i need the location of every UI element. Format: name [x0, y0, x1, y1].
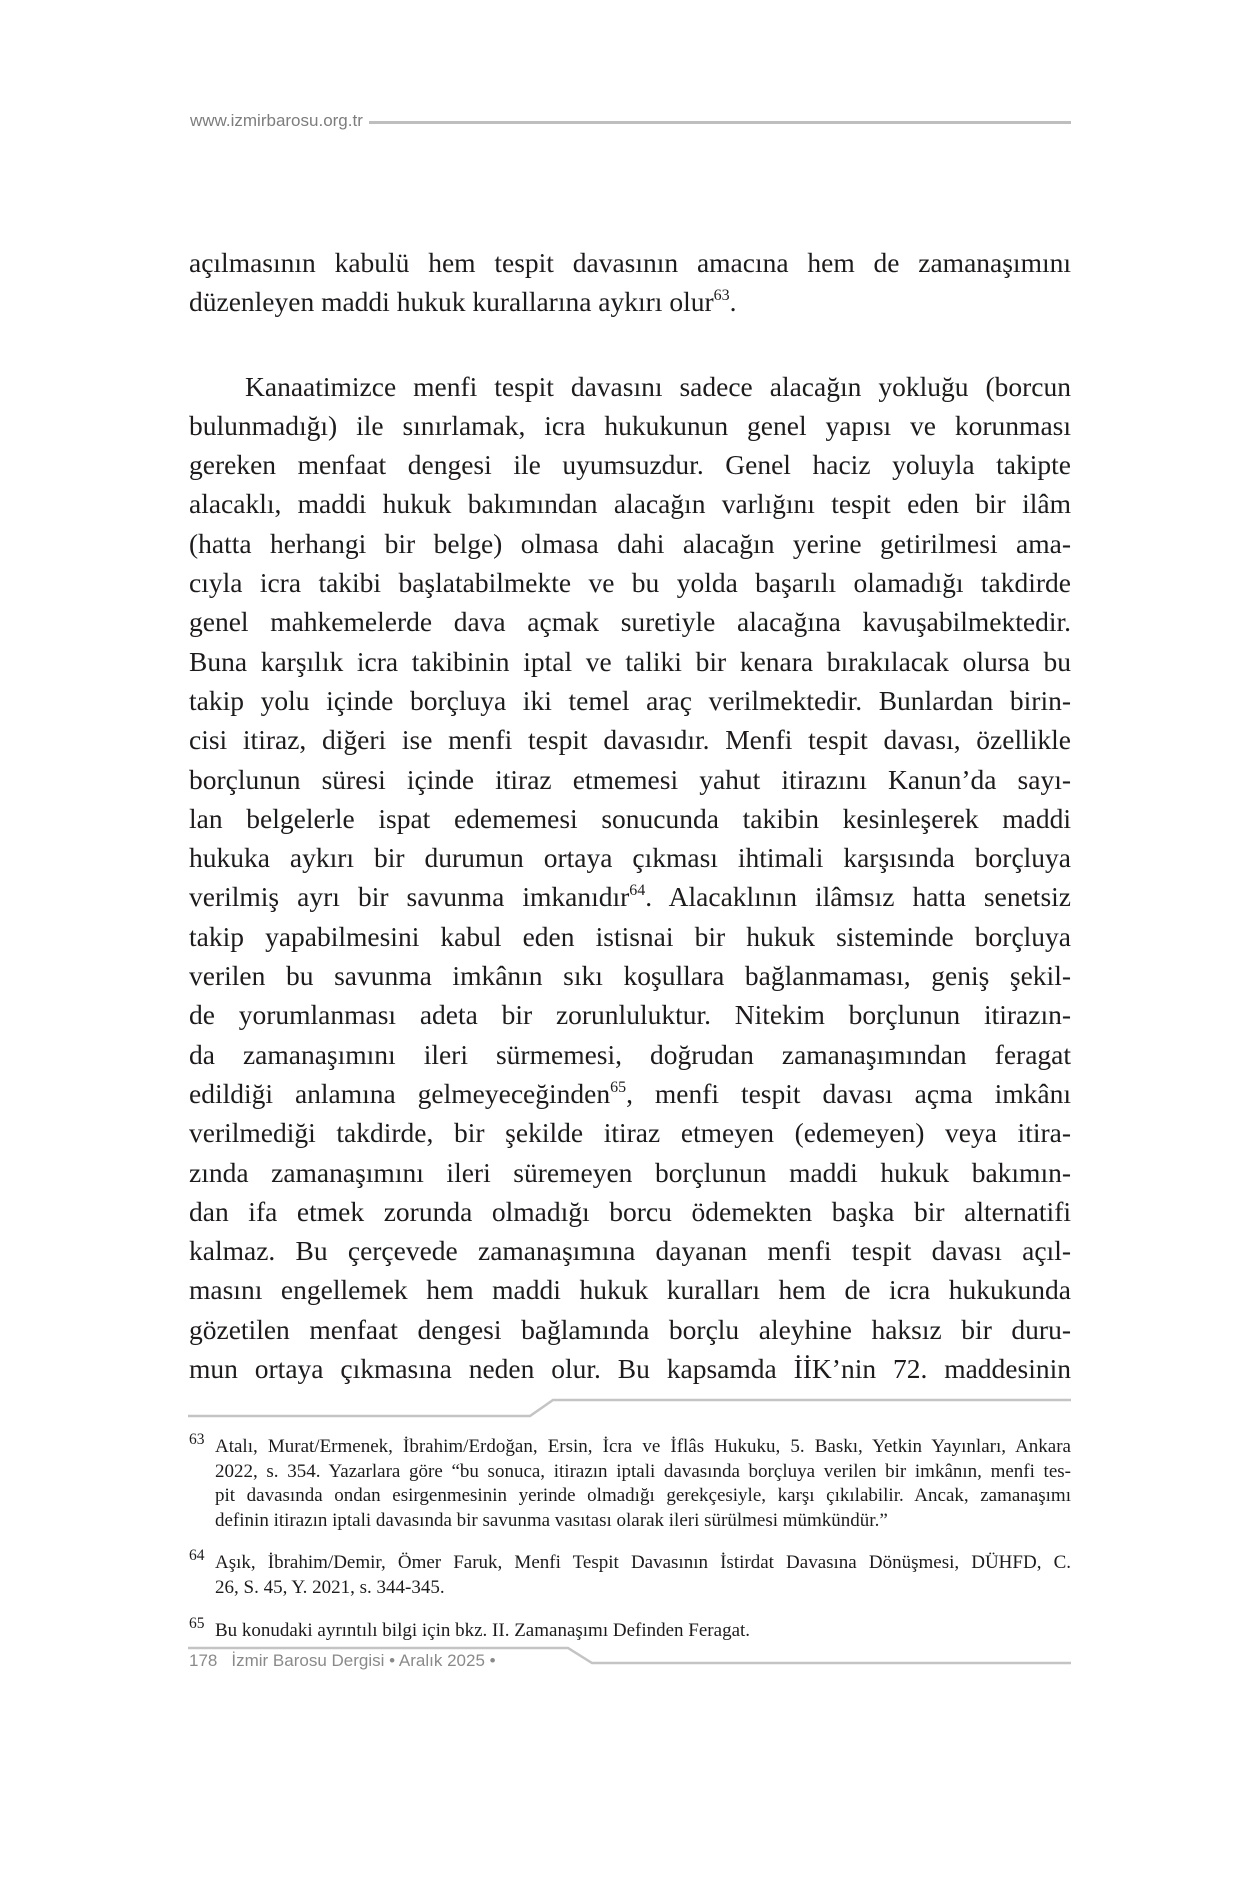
- footnote-ref-65: 65: [610, 1078, 627, 1096]
- body-line: [189, 282, 1071, 321]
- body-line: dan ifa etmek zorunda olmadığı borcu ödemekten başka bir alternatifi: [189, 1195, 1071, 1227]
- body-line: verilmediği takdirde, bir şekilde itiraz etmeyen (edemeyen) veya itira-: [189, 1117, 1071, 1149]
- body-line: genel mahkemelerde dava açmak suretiyle alacağına kavuşabilmektedir.: [189, 606, 1071, 638]
- footnote-ref-64: 64: [629, 882, 646, 900]
- footnote-line: pit davasında ondan esirgenmesinin yerinde olmadığı gerekçesiyle, karşı çıkılabilir. Ancak, zamanaşımı: [215, 1485, 1071, 1507]
- footnote-ref-63: 63: [713, 287, 730, 305]
- body-paragraph-2: [189, 367, 1071, 1389]
- body-line: [189, 1074, 1071, 1113]
- body-line-text: , menfi tespit davası açma imkânı: [626, 1077, 1071, 1109]
- body-line: gözetilen menfaat dengesi bağlamında borçlu aleyhine haksız bir duru-: [189, 1313, 1071, 1345]
- footnote-line: 2022, s. 354. Yazarlara göre “bu sonuca, itirazın iptali davasında borçluya verilen bir imkânın, menfi tes-: [215, 1460, 1071, 1482]
- footnote-line: Bu konudaki ayrıntılı bilgi için bkz. II. Zamanaşımı Definden Feragat.: [215, 1620, 751, 1642]
- body-line: (hatta herhangi bir belge) olmasa dahi alacağın yerine getirilmesi ama-: [189, 527, 1071, 559]
- body-line: takip yapabilmesini kabul eden istisnai bir hukuk sisteminde borçluya: [189, 920, 1071, 952]
- body-line-text: edildiği anlamına gelmeyeceğinden: [189, 1077, 611, 1109]
- footnote-line: Aşık, İbrahim/Demir, Ömer Faruk, Menfi Tespit Davasının İstirdat Davasına Dönüşmesi, DÜHFD, C.: [215, 1552, 1071, 1574]
- footer-bullet: •: [489, 1651, 496, 1670]
- body-line: de yorumlanması adeta bir zorunluluktur. Nitekim borçlunun itirazın-: [189, 999, 1071, 1031]
- issue-date: Aralık 2025: [398, 1651, 485, 1670]
- body-line: mun ortaya çıkmasına neden olur. Bu kapsamda İİK’nin 72. maddesinin: [189, 1353, 1071, 1385]
- body-line: zında zamanaşımını ileri süremeyen borçlunun maddi hukuk bakımın-: [189, 1156, 1071, 1188]
- body-line: bulunmadığı) ile sınırlamak, icra hukukunun genel yapısı ve korunması: [189, 409, 1071, 441]
- footnote-separator: [188, 1400, 1071, 1416]
- footnote-63: [189, 1431, 1071, 1533]
- body-line-text: düzenleyen maddi hukuk kurallarına aykırı olur: [189, 286, 714, 318]
- body-line: gereken menfaat dengesi ile uyumsuzdur. Genel haciz yoluyla takipte: [189, 449, 1071, 481]
- footnote-64: [189, 1547, 1071, 1600]
- body-line: Buna karşılık icra takibinin iptal ve taliki bir kenara bırakılacak olursa bu: [189, 645, 1071, 677]
- body-line: masını engellemek hem maddi hukuk kuralları hem de icra hukukunda: [189, 1274, 1071, 1306]
- body-line-text: verilmiş ayrı bir savunma imkanıdır: [189, 881, 630, 913]
- body-line: cıyla icra takibi başlatabilmekte ve bu yolda başarılı olamadığı takdirde: [189, 567, 1071, 599]
- body-line: takip yolu içinde borçluya iki temel araç verilmektedir. Bunlardan birin-: [189, 684, 1071, 716]
- body-line: cisi itiraz, diğeri ise menfi tespit davasıdır. Menfi tespit davası, özellikle: [189, 724, 1071, 756]
- journal-name: İzmir Barosu Dergisi: [231, 1651, 385, 1670]
- body-line-text: . Alacaklının ilâmsız hatta senetsiz: [645, 881, 1071, 913]
- footnote-number: 63: [189, 1431, 205, 1449]
- footnote-number: 64: [189, 1547, 205, 1565]
- footnote-line: 26, S. 45, Y. 2021, s. 344-345.: [215, 1576, 445, 1598]
- body-line-text: .: [729, 286, 737, 318]
- body-line: verilen bu savunma imkânın sıkı koşullara bağlanmaması, geniş şekil-: [189, 960, 1071, 992]
- footnote-line: definin itirazın iptali davasında bir savunma vasıtası olarak ileri sürülmesi mümkündür.”: [215, 1509, 888, 1531]
- footnote-number: 65: [189, 1615, 205, 1633]
- body-line: alacaklı, maddi hukuk bakımından alacağın varlığını tespit eden bir ilâm: [189, 488, 1071, 520]
- body-line: Kanaatimizce menfi tespit davasını sadece alacağın yokluğu (borcun: [245, 370, 1071, 402]
- body-line: borçlunun süresi içinde itiraz etmemesi yahut itirazını Kanun’da sayı-: [189, 763, 1071, 795]
- body-line: açılmasının kabulü hem tespit davasının amacına hem de zamanaşımını: [189, 247, 1071, 278]
- body-line: da zamanaşımını ileri sürmemesi, doğrudan zamanaşımından feragat: [189, 1038, 1071, 1070]
- page-number: 178: [189, 1651, 218, 1670]
- body-line: [189, 877, 1071, 916]
- footer-bullet: •: [389, 1651, 396, 1670]
- header-website-url: www.izmirbarosu.org.tr: [190, 111, 363, 130]
- body-line: hukuka aykırı bir durumun ortaya çıkması ihtimali karşısında borçluya: [189, 842, 1071, 874]
- footnote-line: Atalı, Murat/Ermenek, İbrahim/Erdoğan, Ersin, İcra ve İflâs Hukuku, 5. Baskı, Yetkin Yayınları, Ankara: [215, 1436, 1071, 1458]
- body-line: lan belgelerle ispat edememesi sonucunda takibin kesinleşerek maddi: [189, 802, 1071, 834]
- page-footer: [189, 1651, 496, 1671]
- body-line: kalmaz. Bu çerçevede zamanaşımına dayanan menfi tespit davası açıl-: [189, 1235, 1071, 1267]
- body-paragraph-1: [189, 243, 1071, 322]
- footnote-65: [189, 1615, 1071, 1644]
